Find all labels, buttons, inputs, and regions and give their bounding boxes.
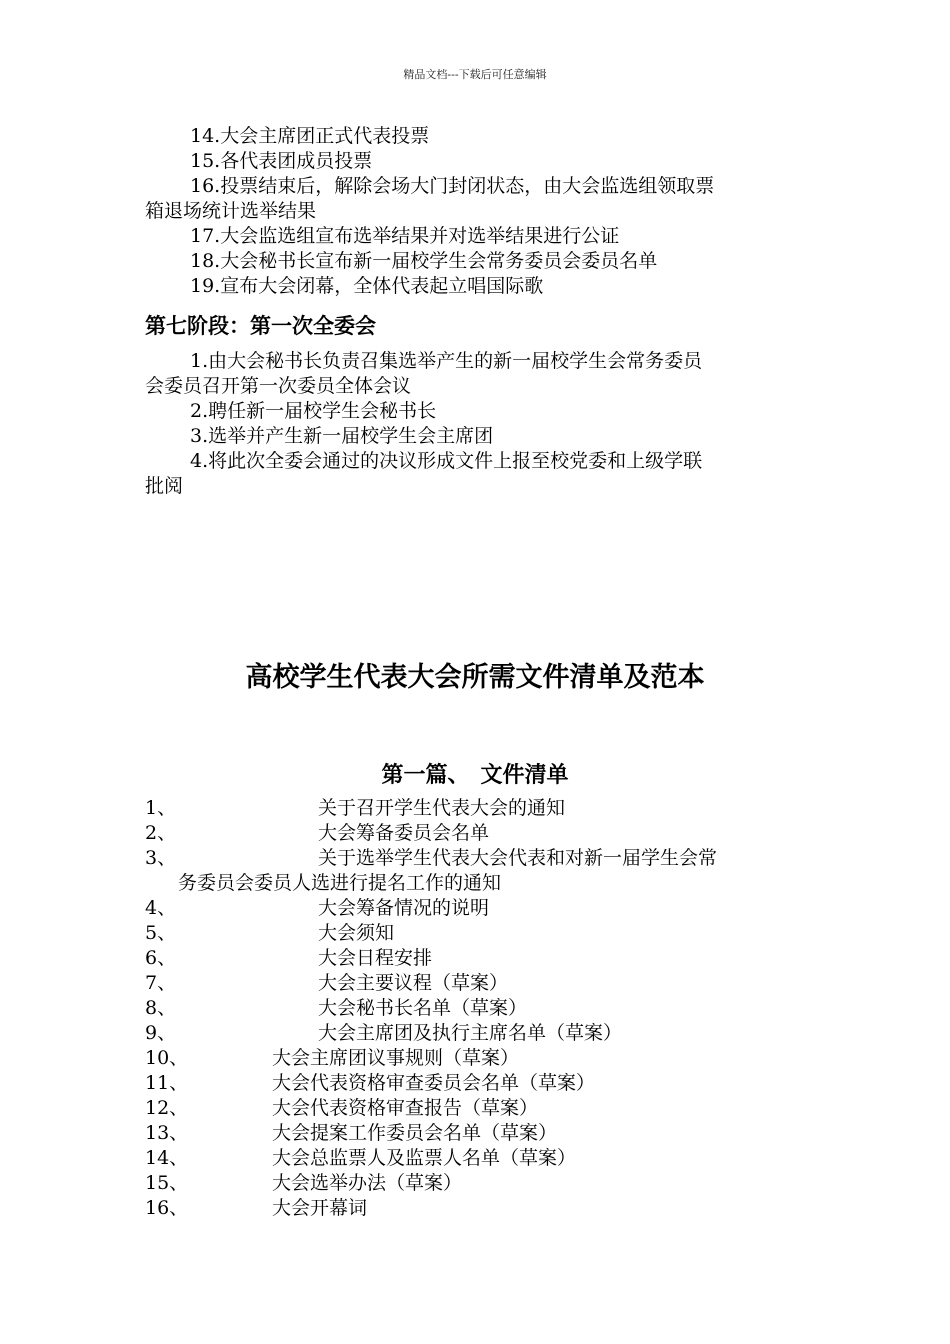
list-number: 13、 [145,1122,189,1144]
list-number: 7、 [145,972,177,994]
page-header: 精品文档---下载后可任意编辑 [403,68,547,81]
list-item-continuation: 箱退场统计选举结果 [145,200,317,222]
list-item: 大会代表资格审查报告（草案） [272,1097,539,1119]
list-number: 14、 [145,1147,189,1169]
list-item: 大会主要议程（草案） [318,972,509,994]
list-number: 1、 [145,797,177,819]
list-number: 12、 [145,1097,189,1119]
list-item: 19.宣布大会闭幕，全体代表起立唱国际歌 [190,275,544,297]
list-item-continuation: 会委员召开第一次委员全体会议 [145,375,412,397]
list-item: 大会主席团议事规则（草案） [272,1047,520,1069]
document-title: 高校学生代表大会所需文件清单及范本 [245,662,705,693]
list-item-continuation: 务委员会委员人选进行提名工作的通知 [178,872,502,894]
list-number: 2、 [145,822,177,844]
list-item: 关于选举学生代表大会代表和对新一届学生会常 [318,847,718,869]
list-item: 大会开幕词 [272,1197,368,1219]
list-item: 14.大会主席团正式代表投票 [190,125,430,147]
list-item: 大会筹备情况的说明 [318,897,490,919]
list-number: 6、 [145,947,177,969]
list-item: 大会选举办法（草案） [272,1172,463,1194]
list-number: 3、 [145,847,177,869]
list-number: 11、 [145,1072,189,1094]
list-item: 大会提案工作委员会名单（草案） [272,1122,558,1144]
list-number: 10、 [145,1047,189,1069]
list-number: 5、 [145,922,177,944]
list-item: 大会筹备委员会名单 [318,822,490,844]
list-item: 4.将此次全委会通过的决议形成文件上报至校党委和上级学联 [190,450,703,472]
list-number: 16、 [145,1197,189,1219]
list-item: 15.各代表团成员投票 [190,150,373,172]
list-item: 大会日程安排 [318,947,433,969]
section-heading: 第七阶段：第一次全委会 [145,314,376,338]
list-number: 15、 [145,1172,189,1194]
list-item: 1.由大会秘书长负责召集选举产生的新一届校学生会常务委员 [190,350,703,372]
list-number: 9、 [145,1022,177,1044]
list-item-continuation: 批阅 [145,475,184,497]
list-item: 大会代表资格审查委员会名单（草案） [272,1072,596,1094]
list-number: 8、 [145,997,177,1019]
list-item: 16.投票结束后，解除会场大门封闭状态，由大会监选组领取票 [190,175,715,197]
list-item: 大会主席团及执行主席名单（草案） [318,1022,623,1044]
document-subtitle: 第一篇、 文件清单 [381,763,569,788]
list-item: 大会秘书长名单（草案） [318,997,528,1019]
list-item: 18.大会秘书长宣布新一届校学生会常务委员会委员名单 [190,250,658,272]
list-item: 2.聘任新一届校学生会秘书长 [190,400,437,422]
list-item: 大会须知 [318,922,395,944]
list-item: 3.选举并产生新一届校学生会主席团 [190,425,494,447]
list-item: 关于召开学生代表大会的通知 [318,797,566,819]
list-item: 大会总监票人及监票人名单（草案） [272,1147,577,1169]
list-number: 4、 [145,897,177,919]
list-item: 17.大会监选组宣布选举结果并对选举结果进行公证 [190,225,620,247]
